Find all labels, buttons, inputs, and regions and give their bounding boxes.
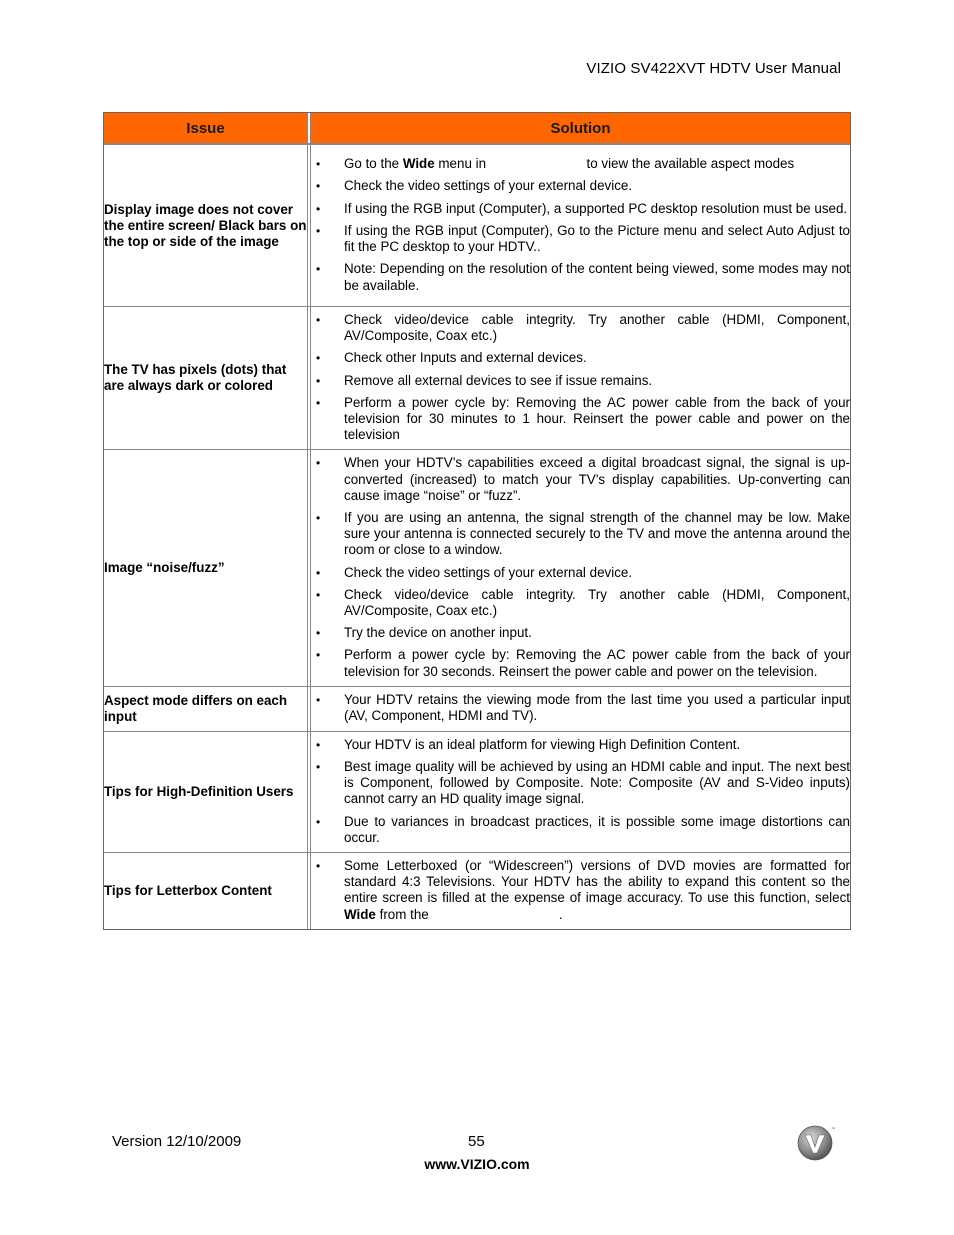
footer-url: www.VIZIO.com — [424, 1156, 530, 1172]
solution-cell — [311, 687, 850, 732]
solution-text: Some Letterboxed (or “Widescreen”) versions of DVD movies are formatted for standard 4:3 Televisions. Your HDTV has the ability to expand this content so the entire screen is filled at the expense of image accuracy. To use this function, select — [344, 858, 850, 906]
table-row — [104, 687, 850, 732]
list-item — [311, 178, 850, 194]
solution-list — [311, 737, 850, 846]
solution-text: Remove all external devices to see if issue remains. — [344, 372, 653, 388]
solution-text: Note: Depending on the resolution of the content being viewed, some modes may not be available. — [344, 261, 850, 293]
troubleshooting-table — [103, 112, 851, 930]
list-item — [311, 373, 850, 389]
table-row — [104, 853, 850, 929]
solution-emphasis: Wide — [402, 156, 435, 172]
list-item — [311, 156, 850, 172]
list-item — [311, 312, 850, 344]
solution-text: Try the device on another input. — [344, 625, 532, 641]
issue-cell: Display image does not cover the entire screen/ Black bars on the top or side of the image — [104, 145, 307, 307]
list-item — [311, 647, 850, 679]
page-number: 55 — [468, 1133, 485, 1150]
solution-text: Go to the — [344, 156, 403, 172]
list-item — [311, 350, 850, 366]
footer-version: Version 12/10/2009 — [112, 1133, 242, 1150]
solution-text: If you are using an antenna, the signal strength of the channel may be low. Make sure your antenna is connected securely to the TV and move the antenna around the room or close to a window. — [344, 510, 850, 558]
list-item — [311, 455, 850, 504]
solution-text: When your HDTV’s capabilities exceed a digital broadcast signal, the signal is up-converted (increased) to match your TV’s display capabilities. Up-converting can cause image “noise” or “fuzz”. — [344, 455, 850, 503]
solution-text: Due to variances in broadcast practices, it is possible some image distortions can occur. — [344, 813, 850, 845]
solution-text: Check other Inputs and external devices. — [344, 350, 587, 366]
issue-cell: Tips for High-Definition Users — [104, 732, 307, 853]
solution-cell — [311, 853, 850, 929]
solution-text: Check the video settings of your external device. — [344, 564, 633, 580]
solution-text: Your HDTV is an ideal platform for viewing High Definition Content. — [344, 736, 741, 752]
solution-list — [311, 692, 850, 724]
solution-text: Your HDTV retains the viewing mode from the last time you used a particular input (AV, Component, HDMI and TV). — [344, 692, 850, 724]
solution-column-header: Solution — [311, 113, 850, 145]
table-header-row — [104, 113, 850, 145]
svg-text:™: ™ — [831, 1126, 835, 1131]
list-item — [311, 858, 850, 923]
issue-cell: Aspect mode differs on each input — [104, 687, 307, 732]
solution-text: Perform a power cycle by: Removing the AC power cable from the back of your television for 30 minutes to 1 hour. Reinsert the power cable and power on the television — [344, 394, 850, 443]
table-row — [104, 307, 850, 450]
list-item — [311, 395, 850, 444]
issue-column-header: Issue — [104, 113, 307, 145]
list-item — [311, 261, 850, 293]
solution-text: Check video/device cable integrity. Try another cable (HDMI, Component, AV/Composite, Coax etc.) — [344, 586, 850, 619]
list-item — [311, 625, 850, 641]
solution-list — [311, 312, 850, 443]
list-item — [311, 587, 850, 619]
solution-text: menu in to view the available aspect modes — [434, 156, 795, 172]
table-row — [104, 450, 850, 686]
list-item — [311, 565, 850, 581]
solution-text: If using the RGB input (Computer), Go to the Picture menu and select Auto Adjust to fit the PC desktop to your HDTV.. — [344, 222, 850, 255]
list-item — [311, 692, 850, 724]
table-row — [104, 145, 850, 307]
solution-text: If using the RGB input (Computer), a supported PC desktop resolution must be used. — [344, 200, 848, 216]
solution-list — [311, 156, 850, 293]
solution-text: Perform a power cycle by: Removing the AC power cable from the back of your television for 30 seconds. Reinsert the power cable and power on the television. — [344, 647, 850, 679]
list-item — [311, 223, 850, 255]
table-row — [104, 732, 850, 853]
solution-emphasis: Wide — [344, 906, 376, 922]
solution-list — [311, 858, 850, 923]
solution-list — [311, 455, 850, 679]
list-item — [311, 759, 850, 808]
table-body — [104, 145, 850, 929]
solution-text: Check the video settings of your external device. — [344, 178, 633, 194]
solution-cell — [311, 732, 850, 853]
list-item — [311, 510, 850, 559]
issue-cell: Image “noise/fuzz” — [104, 450, 307, 686]
vizio-v-logo-icon — [797, 1124, 835, 1162]
solution-text: from the . — [375, 906, 563, 922]
solution-text: Best image quality will be achieved by using an HDMI cable and input. The next best is Component, followed by Composite. Note: Composite (AV and S-Video inputs) cannot carry an HD quality image signal. — [344, 759, 850, 807]
solution-text: Check video/device cable integrity. Try another cable (HDMI, Component, AV/Composite, Coax etc.) — [344, 312, 850, 344]
troubleshooting-grid — [103, 112, 851, 930]
list-item — [311, 737, 850, 753]
issue-cell: The TV has pixels (dots) that are always dark or colored — [104, 307, 307, 450]
solution-cell — [311, 450, 850, 686]
solution-cell — [311, 145, 850, 307]
manual-title: VIZIO SV422XVT HDTV User Manual — [586, 60, 841, 77]
list-item — [311, 814, 850, 846]
solution-cell — [311, 307, 850, 450]
list-item — [311, 201, 850, 217]
issue-cell: Tips for Letterbox Content — [104, 882, 272, 898]
